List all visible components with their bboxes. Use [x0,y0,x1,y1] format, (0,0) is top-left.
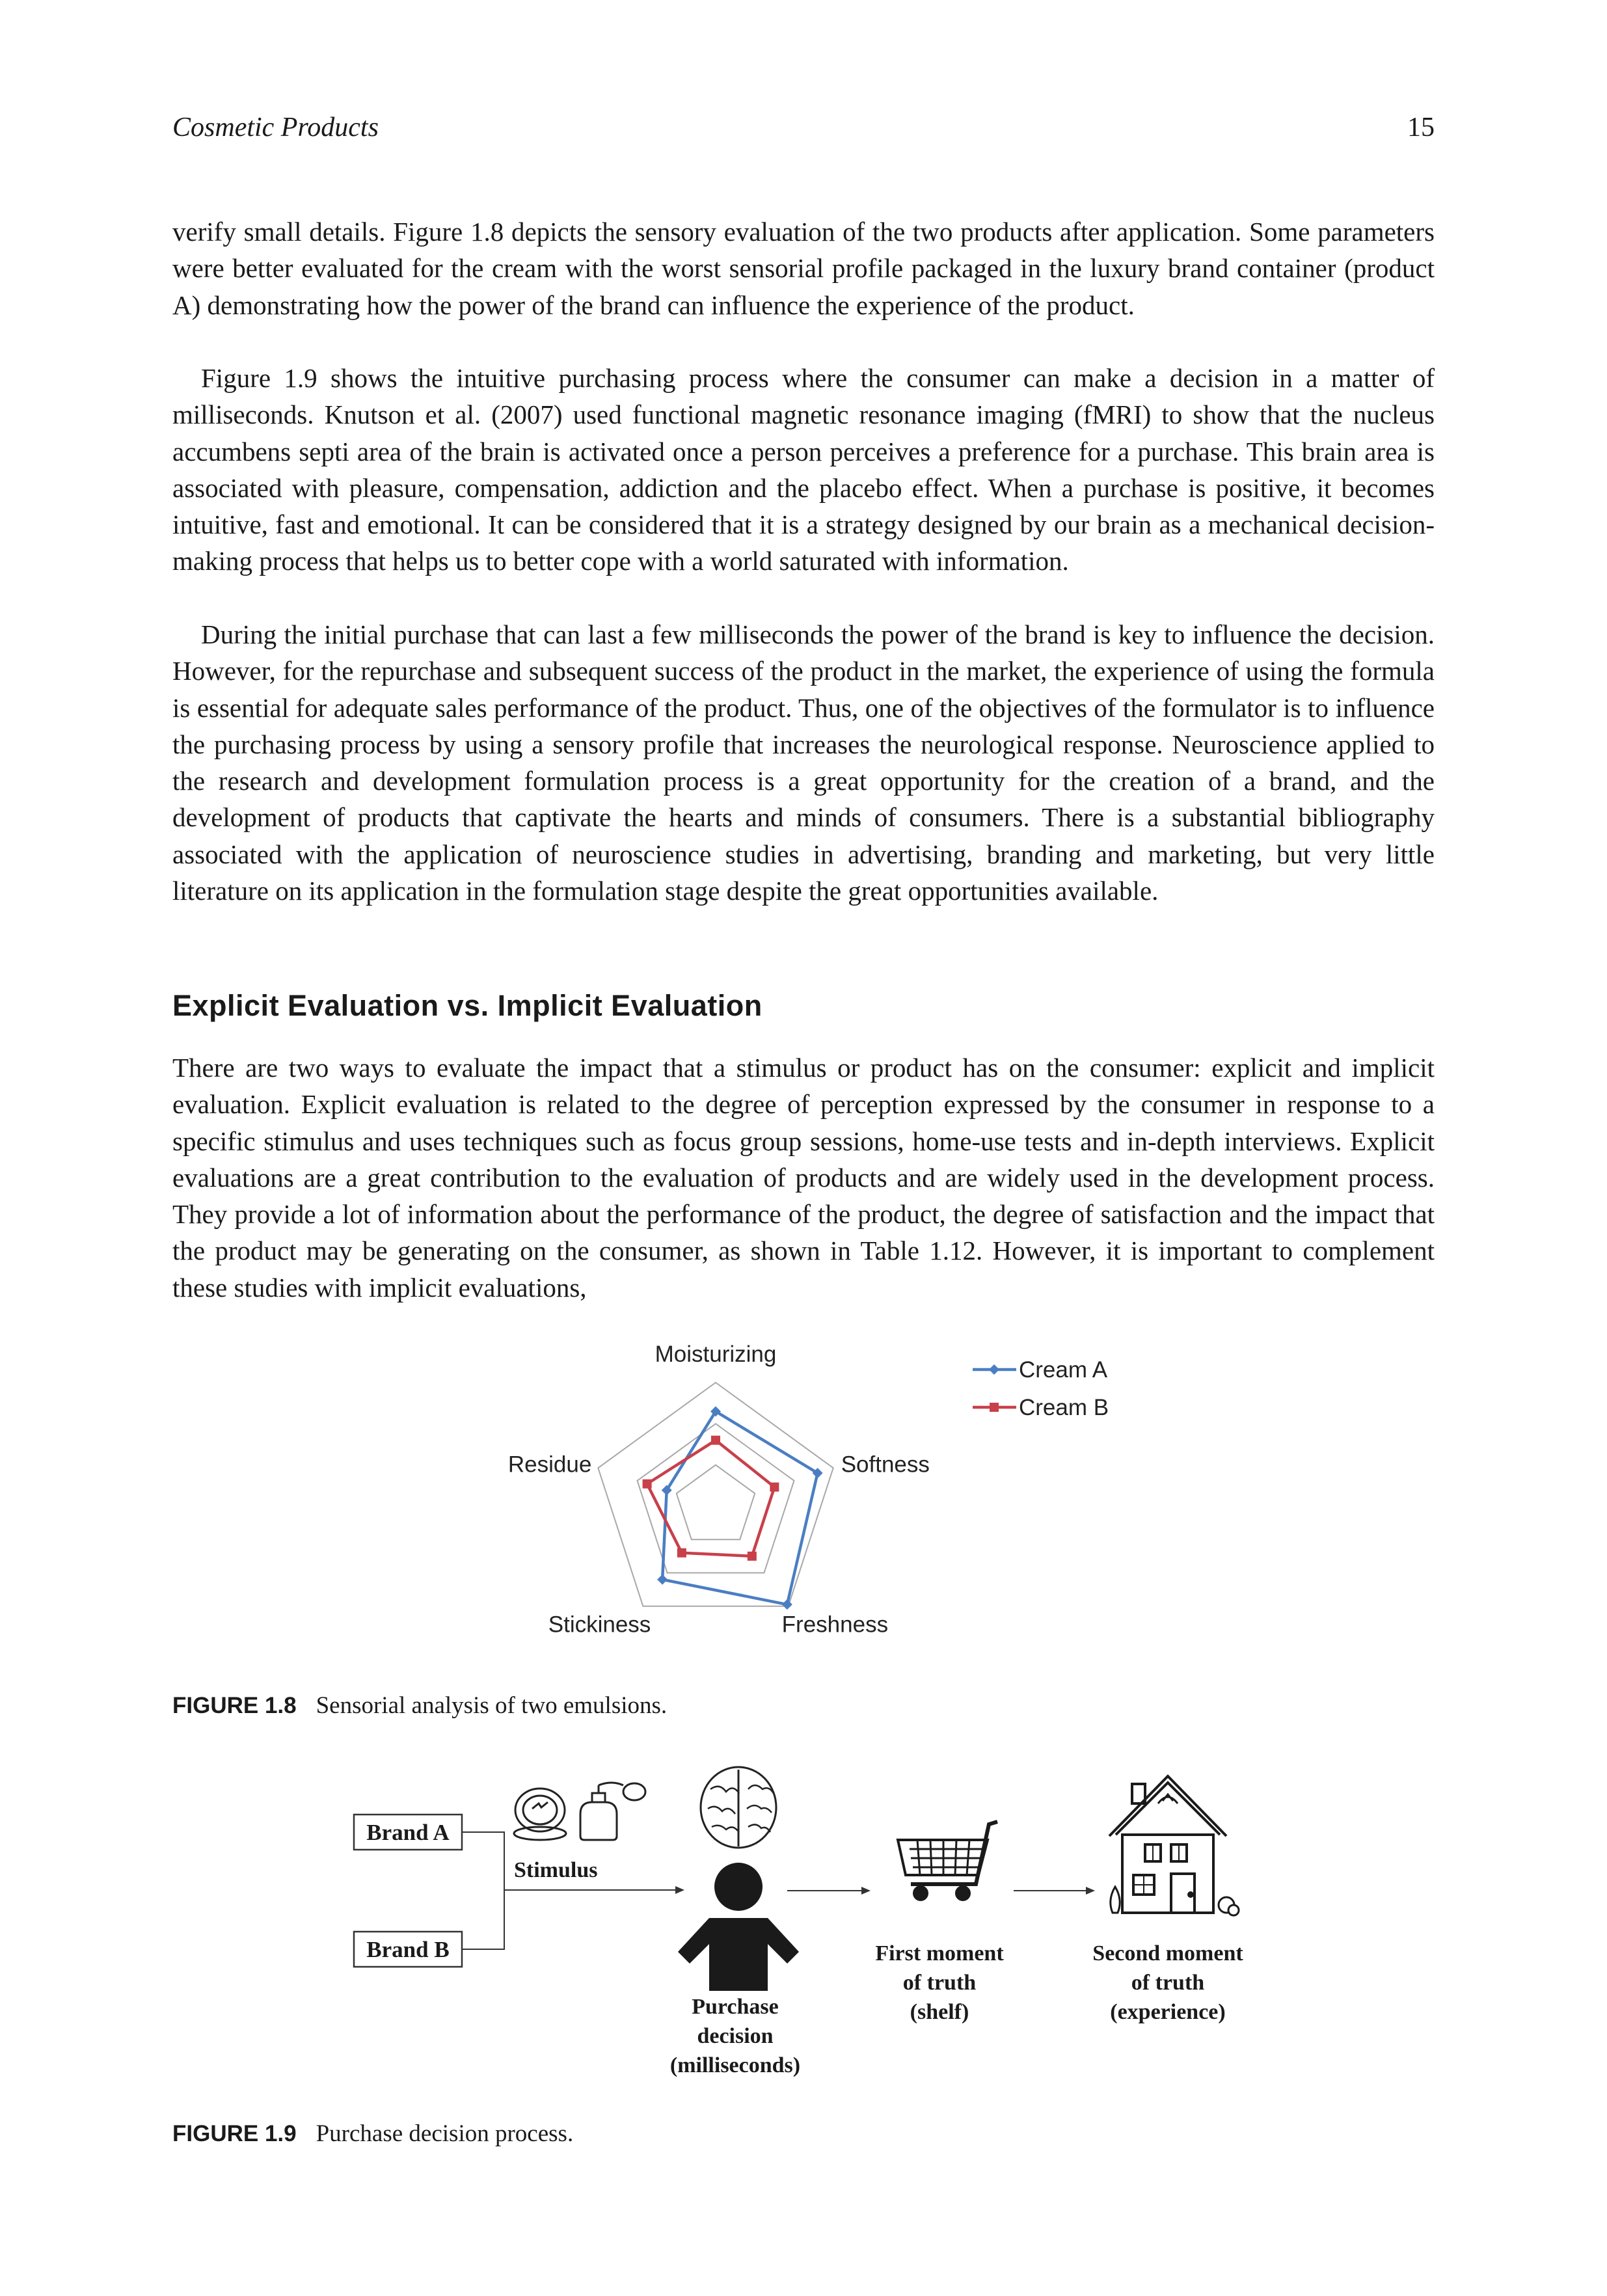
series-2-point-4 [677,1548,686,1558]
legend-label-1: Cream A [1019,1357,1108,1383]
radar-axis-labels [508,1342,930,1638]
second-moment-label-1: Second moment [1092,1941,1243,1965]
legend-marker-2 [990,1403,999,1412]
figure-1-8-caption [172,1692,667,1720]
cart-arrowhead [1086,1887,1095,1895]
person-icon [678,1863,799,1991]
second-moment-label-2: of truth [1131,1971,1205,1995]
body-paragraph-2: Figure 1.9 shows the intuitive purchasing process where the consumer can make a decision in a matter of milliseconds. Knutson et al. (2007) used functional magnetic resonance imaging (fMRI) to show that the nucleus accumbens septi area of the brain is activated once a person perceives a preference for a purchase. This brain area is associated with pleasure, compensation, addiction and the placebo effect. When a purchase is positive, it becomes intuitive, fast and emotional. It can be considered that it is a strategy designed by our brain as a mechanical decision-making process that helps us to better cope with a world saturated with information. [172,363,1435,576]
chart-legend [973,1357,1109,1420]
series-2-point-1 [711,1436,720,1445]
series-1-point-3 [782,1599,792,1610]
first-moment-label-1: First moment [875,1941,1004,1965]
figure-1-8-caption-text: Sensorial analysis of two emulsions. [316,1692,668,1719]
body-paragraph-1: verify small details. Figure 1.8 depicts the sensory evaluation of the two products after application. Some parameters were better evaluated for the cream with the worst sensorial profile packaged in the luxury brand container (product A) demonstrating how the power of the brand can influence the experience of the product. [172,217,1435,320]
shopping-cart-icon [898,1822,997,1899]
brand-bracket [462,1832,504,1949]
house-icon [1109,1776,1239,1915]
axis-label-moisturizing: Moisturizing [655,1342,777,1367]
radar-ring-1 [677,1465,755,1540]
legend-marker-1 [989,1364,999,1375]
series-2-point-3 [748,1552,757,1561]
decision-arrowhead [861,1887,871,1895]
radar-chart [455,1327,1171,1679]
series-2-point-2 [770,1483,779,1492]
page-number: 15 [1407,113,1435,142]
figure-1-9-caption-text: Purchase decision process. [316,2120,574,2147]
stimulus-label: Stimulus [514,1858,598,1882]
axis-label-stickiness: Stickiness [548,1612,651,1638]
brain-icon [701,1767,776,1848]
section-paragraph: There are two ways to evaluate the impact that a stimulus or product has on the consumer: explicit and implicit evaluation. Explicit evaluation is related to the degree of perception expressed by the consumer in response to a specific stimulus and uses techniques such as focus group sessions, home-use tests and in-depth interviews. Explicit evaluations are a great contribution to the evaluation of products and are widely used in the development process. They provide a lot of information about the performance of the product, the degree of satisfaction and the impact that the product may be generating on the consumer, as shown in Table 1.12. However, it is important to complement these studies with implicit evaluations, [172,1053,1435,1303]
perfume-bottle-icon [580,1783,645,1840]
brand-a-label: Brand A [366,1820,450,1845]
series-1-point-4 [657,1574,668,1585]
first-moment-label-2: of truth [902,1971,977,1995]
second-moment-label-3: (experience) [1110,2000,1226,2024]
legend-label-2: Cream B [1019,1395,1109,1420]
figure-1-9-caption [172,2120,573,2148]
running-head: Cosmetic Products [172,113,379,142]
section-heading: Explicit Evaluation vs. Implicit Evaluation [172,989,763,1022]
figure-1-8-label: FIGURE 1.8 [172,1693,297,1718]
series-2-point-5 [643,1479,652,1489]
first-moment-label-3: (shelf) [910,2000,969,2024]
purchase-decision-label-3: (milliseconds) [669,2053,801,2077]
purchase-decision-label-2: decision [697,2024,774,2048]
figure-1-9-label: FIGURE 1.9 [172,2121,297,2146]
brand-b-label: Brand B [366,1937,450,1962]
purchase-decision-label-1: Purchase [692,1995,779,2019]
stimulus-arrowhead [675,1886,684,1894]
axis-label-residue: Residue [507,1452,592,1478]
compact-icon [514,1789,566,1840]
axis-label-softness: Softness [841,1452,930,1478]
body-paragraph-3: During the initial purchase that can last a few milliseconds the power of the brand is key to influence the decision. However, for the repurchase and subsequent success of the product in the market, the experience of using the formula is essential for adequate sales performance of the product. Thus, one of the objectives of the formulator is to influence the purchasing process by using a sensory profile that increases the neurological response. Neuroscience applied to the research and development formulation process is a great opportunity for the creation of a brand, and the development of products that captivate the hearts and minds of consumers. There is a substantial bibliography associated with the application of neuroscience studies in advertising, branding and marketing, but very little literature on its application in the formulation stage despite the great opportunities available. [172,619,1435,906]
purchase-decision-diagram [325,1757,1301,2108]
axis-label-freshness: Freshness [781,1612,889,1638]
